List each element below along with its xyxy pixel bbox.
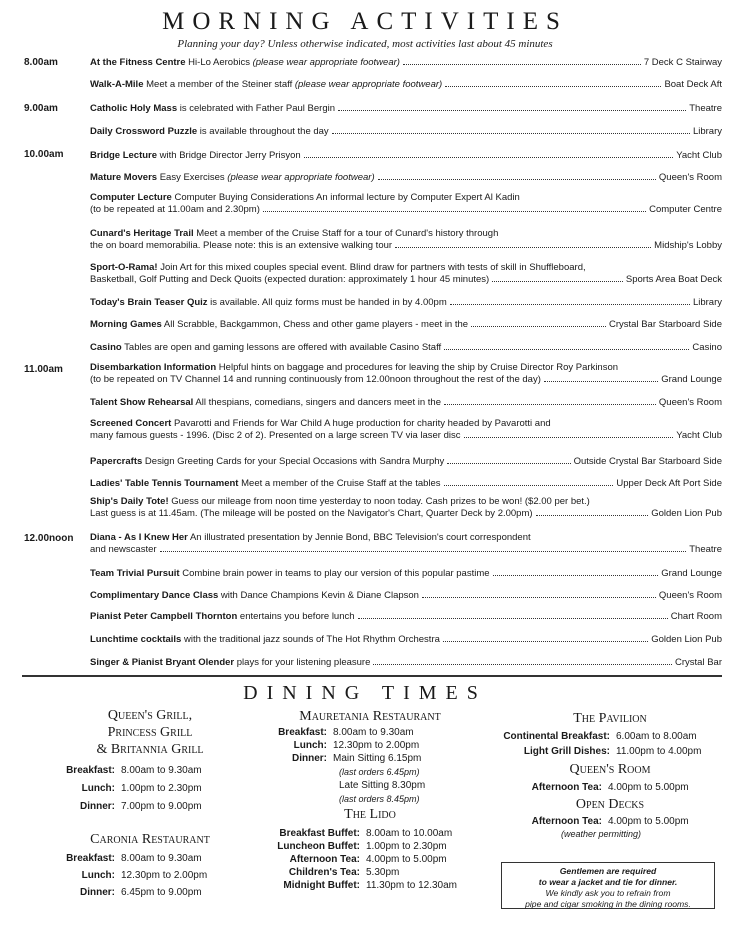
activity-item bbox=[90, 396, 722, 408]
meal-time-row bbox=[40, 870, 207, 882]
meal-label: Midnight Buffet: bbox=[283, 880, 360, 891]
activity-description: Join Art for this mixed couples special event. Blind draw for partners with tests of skill in Shuffleboard, bbox=[157, 262, 586, 273]
activity-description: plays for your listening pleasure bbox=[234, 657, 371, 668]
meal-label: Afternoon Tea: bbox=[531, 816, 602, 827]
activity-description: with Bridge Director Jerry Prisyon bbox=[157, 150, 301, 161]
meal-time-row bbox=[470, 816, 689, 828]
activity-line bbox=[90, 239, 722, 251]
meal-label: Afternoon Tea: bbox=[531, 782, 602, 793]
meal-time: 5.30pm bbox=[366, 867, 400, 878]
meal-time-row bbox=[262, 880, 457, 892]
activity-description: Meet a member of the Cruise Staff for a tour of Cunard's history through bbox=[193, 228, 499, 239]
activity-name: Papercrafts bbox=[90, 456, 143, 467]
activity-line bbox=[90, 341, 722, 353]
activity-line bbox=[90, 567, 722, 579]
activity-note: (please wear appropriate footwear) bbox=[227, 172, 375, 183]
meal-time-row bbox=[40, 801, 202, 813]
leader-dots bbox=[263, 203, 646, 212]
meal-time: 11.00pm to 4.00pm bbox=[616, 746, 702, 757]
meal-time: 8.00am to 10.00am bbox=[366, 828, 453, 839]
activity-name: Casino bbox=[90, 342, 122, 353]
activity-description: Easy Exercises bbox=[157, 172, 228, 183]
activity-location: Outside Crystal Bar Starboard Side bbox=[573, 456, 722, 467]
leader-dots bbox=[444, 396, 656, 405]
activity-name: Pianist Peter Campbell Thornton bbox=[90, 611, 238, 622]
activity-line bbox=[90, 362, 722, 373]
meal-time: 8.00am to 9.30am bbox=[121, 765, 202, 776]
meal-time-row bbox=[262, 867, 399, 879]
meal-time-row bbox=[478, 746, 701, 758]
mauretania-note: (last orders 6.45pm) bbox=[339, 767, 420, 777]
restaurant-name-queens-grill bbox=[40, 707, 260, 758]
activity-name: Mature Movers bbox=[90, 172, 158, 183]
meal-time: Main Sitting 6.15pm bbox=[333, 753, 422, 764]
meal-label: Breakfast: bbox=[66, 765, 115, 776]
meal-time: 1.00pm to 2.30pm bbox=[121, 783, 202, 794]
activity-description: is available. All quiz forms must be handed in by 4.00pm bbox=[207, 297, 447, 308]
activity-description: All Scrabble, Backgammon, Chess and other game players - meet in the bbox=[161, 319, 469, 330]
notice-line: to wear a jacket and tie for dinner. bbox=[538, 877, 678, 887]
activity-text bbox=[90, 568, 490, 579]
activity-location: Library bbox=[692, 126, 722, 137]
activity-name: Sport-O-Rama! bbox=[90, 262, 158, 273]
activity-name: Diana - As I Knew Her bbox=[90, 532, 188, 543]
activity-item bbox=[90, 171, 722, 183]
meal-label: Afternoon Tea: bbox=[289, 854, 360, 865]
activity-name: Ladies' Table Tennis Tournament bbox=[90, 478, 239, 489]
activity-description: All thespians, comedians, singers and dancers meet in the bbox=[193, 397, 441, 408]
activity-text bbox=[90, 611, 355, 622]
meal-label: Dinner: bbox=[80, 801, 115, 812]
activity-description: entertains you before lunch bbox=[237, 611, 355, 622]
activity-location: Golden Lion Pub bbox=[651, 508, 722, 519]
activity-line bbox=[90, 507, 722, 519]
leader-dots bbox=[358, 610, 668, 619]
activity-location: Queen's Room bbox=[658, 397, 722, 408]
activity-text bbox=[90, 362, 618, 373]
activity-text bbox=[90, 150, 301, 161]
meal-time: 4.00pm to 5.00pm bbox=[608, 782, 689, 793]
activity-item bbox=[90, 192, 722, 215]
activity-text bbox=[90, 228, 498, 239]
activity-text bbox=[90, 103, 335, 114]
meal-time: 8.00am to 9.30am bbox=[333, 727, 414, 738]
activity-name: At the Fitness Centre bbox=[90, 57, 186, 68]
dress-code-notice bbox=[501, 862, 715, 909]
activity-line bbox=[90, 228, 722, 239]
activity-item bbox=[90, 341, 722, 353]
mauretania-note: Late Sitting 8.30pm bbox=[339, 780, 426, 791]
leader-dots bbox=[444, 341, 689, 350]
activity-description: Meet a member of the Cruise Staff at the tables bbox=[238, 478, 441, 489]
leader-dots bbox=[492, 273, 623, 282]
restaurant-name-line: Princess Grill bbox=[107, 725, 193, 740]
activity-location: Crystal Bar Starboard Side bbox=[609, 319, 722, 330]
leader-dots bbox=[422, 589, 656, 598]
activity-line bbox=[90, 589, 722, 601]
activity-location: Queen's Room bbox=[658, 590, 722, 601]
activity-item bbox=[90, 496, 722, 519]
activity-line bbox=[90, 192, 722, 203]
activity-line bbox=[90, 496, 722, 507]
activity-line bbox=[90, 149, 722, 161]
meal-label: Continental Breakfast: bbox=[503, 731, 610, 742]
activity-description: Meet a member of the Steiner staff bbox=[143, 79, 295, 90]
activity-item bbox=[90, 125, 722, 137]
activity-description-continued: (to be repeated on TV Channel 14 and running continuously from 12.00noon throughout the rest of the day) bbox=[90, 374, 541, 385]
activity-description-continued: (to be repeated at 11.00am and 2.30pm) bbox=[90, 204, 260, 215]
activity-item bbox=[90, 532, 722, 555]
leader-dots bbox=[160, 543, 687, 552]
activity-location: Theatre bbox=[689, 544, 722, 555]
activity-item bbox=[90, 78, 722, 90]
activity-text bbox=[90, 297, 447, 308]
restaurant-name-line: Queen's Grill, bbox=[107, 708, 193, 723]
activity-item bbox=[90, 262, 722, 285]
meal-time: 1.00pm to 2.30pm bbox=[366, 841, 447, 852]
leader-dots bbox=[536, 507, 649, 516]
activity-line bbox=[90, 56, 722, 68]
meal-time: 7.00pm to 9.00pm bbox=[121, 801, 202, 812]
activity-item bbox=[90, 56, 722, 68]
activity-text bbox=[90, 192, 520, 203]
activity-text bbox=[90, 456, 444, 467]
activity-location: Casino bbox=[692, 342, 722, 353]
activity-line bbox=[90, 78, 722, 90]
meal-label: Dinner: bbox=[292, 753, 327, 764]
activity-description-continued: the on board memorabilia. Please note: this is an extensive walking tour bbox=[90, 240, 393, 251]
activity-name: Walk-A-Mile bbox=[90, 79, 144, 90]
activity-name: Daily Crossword Puzzle bbox=[90, 126, 198, 137]
activity-text bbox=[90, 126, 329, 137]
leader-dots bbox=[332, 125, 690, 134]
activity-name: Disembarkation Information bbox=[90, 362, 217, 373]
activity-text bbox=[90, 319, 468, 330]
activity-text bbox=[90, 418, 551, 429]
activity-line bbox=[90, 610, 722, 622]
activity-location: Theatre bbox=[689, 103, 722, 114]
meal-label: Lunch: bbox=[293, 740, 327, 751]
meal-time: 6.45pm to 9.00pm bbox=[121, 887, 202, 898]
activity-description: Combine brain power in teams to play our version of this popular pastime bbox=[179, 568, 490, 579]
time-label: 12.00noon bbox=[24, 533, 74, 544]
activity-name: Bridge Lecture bbox=[90, 150, 158, 161]
activity-item bbox=[90, 296, 722, 308]
meal-time-row bbox=[40, 765, 202, 777]
meal-label: Breakfast Buffet: bbox=[279, 828, 360, 839]
leader-dots bbox=[445, 78, 661, 87]
activity-line bbox=[90, 477, 722, 489]
activity-description: Pavarotti and Friends for War Child A huge production for charity headed by Pavarotti and bbox=[171, 418, 551, 429]
activity-location: Yacht Club bbox=[676, 430, 722, 441]
activity-line bbox=[90, 318, 722, 330]
activity-location: Grand Lounge bbox=[661, 568, 722, 579]
activity-line bbox=[90, 418, 722, 429]
activity-line bbox=[90, 273, 722, 285]
activity-location: Crystal Bar bbox=[675, 657, 722, 668]
activity-item bbox=[90, 228, 722, 251]
meal-time-row bbox=[40, 853, 202, 865]
meal-time: 12.30pm to 2.00pm bbox=[333, 740, 420, 751]
activity-description: with Dance Champions Kevin & Diane Clapson bbox=[218, 590, 419, 601]
meal-label: Luncheon Buffet: bbox=[277, 841, 360, 852]
activity-line bbox=[90, 203, 722, 215]
activity-location: Yacht Club bbox=[676, 150, 722, 161]
time-label: 11.00am bbox=[24, 364, 63, 375]
activity-text bbox=[90, 262, 586, 273]
activity-location: Sports Area Boat Deck bbox=[625, 274, 722, 285]
meal-time: 8.00am to 9.30am bbox=[121, 853, 202, 864]
activity-item bbox=[90, 362, 722, 385]
activity-name: Morning Games bbox=[90, 319, 162, 330]
activity-name: Lunchtime cocktails bbox=[90, 634, 182, 645]
leader-dots bbox=[444, 477, 614, 486]
meal-label: Dinner: bbox=[80, 887, 115, 898]
activity-name: Singer & Pianist Bryant Olender bbox=[90, 657, 235, 668]
activity-name: Today's Brain Teaser Quiz bbox=[90, 297, 208, 308]
activity-item bbox=[90, 610, 722, 622]
activity-line bbox=[90, 262, 722, 273]
leader-dots bbox=[544, 373, 658, 382]
activity-location: Queen's Room bbox=[658, 172, 722, 183]
restaurant-name-lido: The Lido bbox=[344, 807, 396, 822]
activity-item bbox=[90, 633, 722, 645]
mauretania-note: (last orders 8.45pm) bbox=[339, 794, 420, 804]
notice-line: pipe and cigar smoking in the dining rooms. bbox=[525, 899, 691, 909]
leader-dots bbox=[447, 455, 570, 464]
notice-line: Gentlemen are required bbox=[559, 866, 657, 876]
activity-item bbox=[90, 567, 722, 579]
activity-text bbox=[90, 634, 440, 645]
activity-location: Grand Lounge bbox=[661, 374, 722, 385]
activity-description: Tables are open and gaming lessons are offered with available Casino Staff bbox=[121, 342, 442, 353]
activity-location: Midship's Lobby bbox=[654, 240, 722, 251]
meal-time-row bbox=[262, 727, 414, 739]
activity-description: Helpful hints on baggage and procedures for leaving the ship by Cruise Director Roy Parkinson bbox=[216, 362, 619, 373]
notice-line: We kindly ask you to refrain from bbox=[545, 888, 671, 898]
activity-line bbox=[90, 633, 722, 645]
leader-dots bbox=[443, 633, 648, 642]
meal-time: 4.00pm to 5.00pm bbox=[608, 816, 689, 827]
meal-label: Lunch: bbox=[81, 870, 115, 881]
activity-description: An illustrated presentation by Jennie Bond, BBC Television's court correspondent bbox=[187, 532, 531, 543]
dining-title: DINING TIMES bbox=[243, 682, 487, 704]
activity-line bbox=[90, 171, 722, 183]
activity-line bbox=[90, 656, 722, 668]
restaurant-name-line: & Britannia Grill bbox=[96, 742, 204, 757]
activity-line bbox=[90, 396, 722, 408]
leader-dots bbox=[450, 296, 690, 305]
activity-location: Library bbox=[692, 297, 722, 308]
section-divider bbox=[22, 675, 722, 677]
activity-line bbox=[90, 125, 722, 137]
activity-item bbox=[90, 318, 722, 330]
meal-time: 4.00pm to 5.00pm bbox=[366, 854, 447, 865]
page-subtitle: Planning your day? Unless otherwise indicated, most activities last about 45 minutes bbox=[177, 38, 553, 50]
meal-time-row bbox=[40, 783, 202, 795]
activity-description: Design Greeting Cards for your Special Occasions with Sandra Murphy bbox=[142, 456, 445, 467]
meal-time-row bbox=[262, 854, 447, 866]
activity-line bbox=[90, 455, 722, 467]
restaurant-name-caronia: Caronia Restaurant bbox=[90, 832, 210, 847]
activity-item bbox=[90, 455, 722, 467]
activity-note: (please wear appropriate footwear) bbox=[294, 79, 443, 90]
activity-description-continued: Basketball, Golf Putting and Deck Quoits (expected duration: approximately 1 hour 45 minutes) bbox=[90, 274, 490, 285]
leader-dots bbox=[373, 656, 672, 665]
open-decks-note: (weather permitting) bbox=[561, 829, 642, 839]
activity-name: Talent Show Rehearsal bbox=[90, 397, 194, 408]
leader-dots bbox=[464, 429, 674, 438]
activity-line bbox=[90, 429, 722, 441]
leader-dots bbox=[403, 56, 641, 65]
activity-line bbox=[90, 296, 722, 308]
activity-description-continued: Last guess is at 11.45am. (The mileage will be posted on the Navigator's Chart, Quarter Deck by 2.00pm) bbox=[90, 508, 533, 519]
activity-name: Cunard's Heritage Trail bbox=[90, 228, 194, 239]
meal-time-row bbox=[262, 753, 421, 765]
time-label: 9.00am bbox=[24, 103, 58, 114]
activity-item bbox=[90, 477, 722, 489]
activity-location: Upper Deck Aft Port Side bbox=[616, 478, 722, 489]
activity-description: Hi-Lo Aerobics bbox=[185, 57, 253, 68]
time-label: 8.00am bbox=[24, 57, 58, 68]
activity-note: (please wear appropriate footwear) bbox=[252, 57, 400, 68]
activity-text bbox=[90, 79, 442, 90]
activity-location: Golden Lion Pub bbox=[651, 634, 722, 645]
meal-time: 11.30pm to 12.30am bbox=[366, 880, 457, 891]
meal-time-row bbox=[478, 731, 697, 743]
leader-dots bbox=[304, 149, 674, 158]
activity-text bbox=[90, 478, 441, 489]
activity-location: Chart Room bbox=[670, 611, 722, 622]
leader-dots bbox=[378, 171, 656, 180]
activity-name: Catholic Holy Mass bbox=[90, 103, 178, 114]
activity-text bbox=[90, 57, 400, 68]
meal-label: Children's Tea: bbox=[288, 867, 360, 878]
meal-time: 6.00am to 8.00am bbox=[616, 731, 697, 742]
meal-time-row bbox=[262, 740, 419, 752]
activity-description: is celebrated with Father Paul Bergin bbox=[177, 103, 335, 114]
restaurant-name-queens-room: Queen's Room bbox=[569, 762, 651, 777]
activity-item bbox=[90, 418, 722, 441]
leader-dots bbox=[493, 567, 659, 576]
activity-description-continued: and newscaster bbox=[90, 544, 157, 555]
restaurant-name-pavilion: The Pavilion bbox=[573, 711, 647, 726]
activity-description: with the traditional jazz sounds of The Hot Rhythm Orchestra bbox=[181, 634, 440, 645]
activity-text bbox=[90, 590, 419, 601]
activity-name: Computer Lecture bbox=[90, 192, 172, 203]
meal-label: Breakfast: bbox=[278, 727, 327, 738]
activity-text bbox=[90, 172, 375, 183]
activity-name: Complimentary Dance Class bbox=[90, 590, 219, 601]
activity-location: Boat Deck Aft bbox=[664, 79, 722, 90]
restaurant-name-open-decks: Open Decks bbox=[575, 797, 645, 812]
meal-label: Breakfast: bbox=[66, 853, 115, 864]
meal-time-row bbox=[262, 841, 447, 853]
leader-dots bbox=[471, 318, 606, 327]
meal-time-row bbox=[470, 782, 689, 794]
activity-text bbox=[90, 532, 531, 543]
leader-dots bbox=[395, 239, 651, 248]
activity-line bbox=[90, 373, 722, 385]
activity-location: 7 Deck C Stairway bbox=[643, 57, 722, 68]
meal-label: Lunch: bbox=[81, 783, 115, 794]
activity-description: Guess our mileage from noon time yesterday to noon today. Cash prizes to be won! ($2.00 per bet.) bbox=[168, 496, 590, 507]
activity-name: Team Trivial Pursuit bbox=[90, 568, 180, 579]
activity-text bbox=[90, 657, 370, 668]
activity-name: Ship's Daily Tote! bbox=[90, 496, 169, 507]
activity-description: is available throughout the day bbox=[197, 126, 329, 137]
activity-item bbox=[90, 589, 722, 601]
meal-label: Light Grill Dishes: bbox=[523, 746, 610, 757]
activity-description: Computer Buying Considerations An informal lecture by Computer Expert Al Kadin bbox=[171, 192, 520, 203]
activity-location: Computer Centre bbox=[649, 204, 722, 215]
activity-line bbox=[90, 102, 722, 114]
meal-time-row bbox=[262, 828, 452, 840]
activity-name: Screened Concert bbox=[90, 418, 172, 429]
page-title: MORNING ACTIVITIES bbox=[162, 8, 568, 35]
activity-item bbox=[90, 656, 722, 668]
time-label: 10.00am bbox=[24, 149, 64, 160]
meal-time: 12.30pm to 2.00pm bbox=[121, 870, 208, 881]
activity-item bbox=[90, 149, 722, 161]
activity-text bbox=[90, 397, 441, 408]
activity-description-continued: many famous guests - 1996. (Disc 2 of 2). Presented on a large screen TV via laser disc bbox=[90, 430, 461, 441]
activity-text bbox=[90, 342, 441, 353]
activity-line bbox=[90, 532, 722, 543]
meal-time-row bbox=[40, 887, 202, 899]
activity-text bbox=[90, 496, 590, 507]
restaurant-name-mauretania: Mauretania Restaurant bbox=[299, 709, 441, 724]
leader-dots bbox=[338, 102, 686, 111]
activity-item bbox=[90, 102, 722, 114]
activity-line bbox=[90, 543, 722, 555]
